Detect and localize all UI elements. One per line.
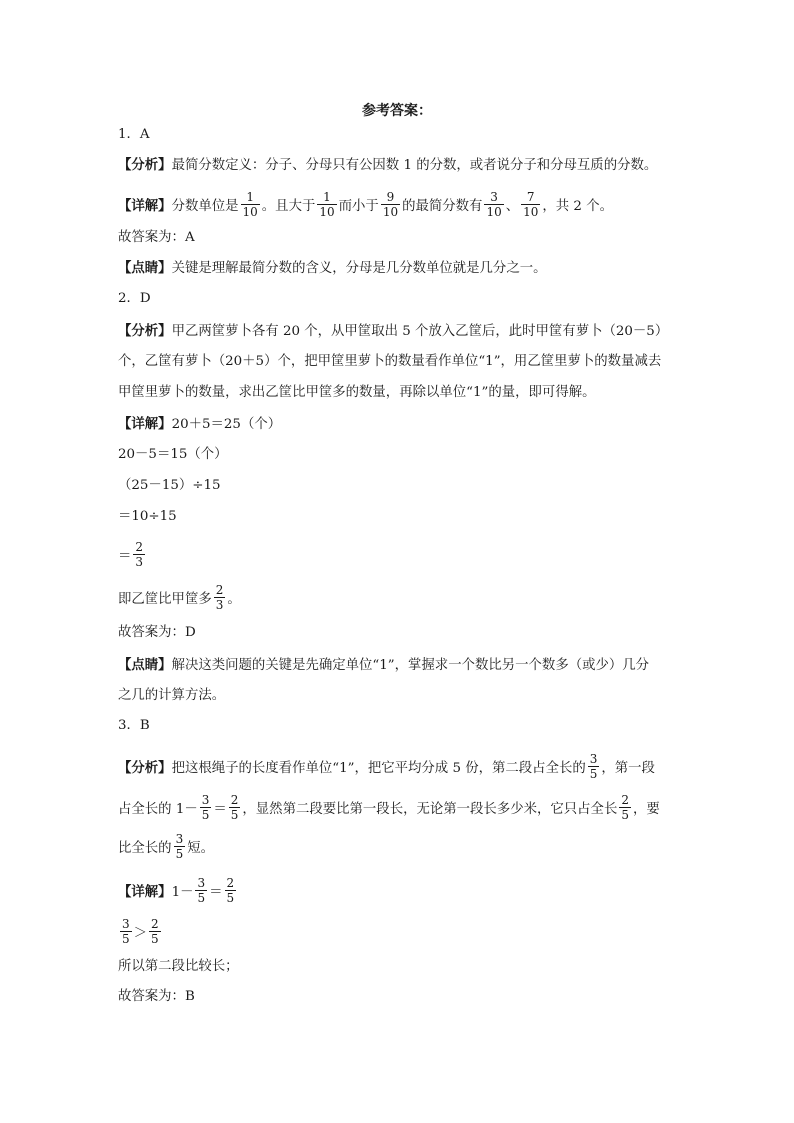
q1-analysis — [118, 156, 657, 175]
q1-note — [118, 259, 547, 278]
q2-analysis-line-1 — [118, 322, 668, 341]
note-tag: 【点睛】 — [118, 260, 172, 276]
fraction — [588, 752, 600, 781]
q1-detail-text: ，共 2 个。 — [542, 199, 613, 214]
q2-detail-step-2: 20－5＝15（个） — [118, 447, 228, 462]
q1-detail-text: 的最简分数有 — [402, 199, 483, 214]
fraction — [225, 876, 237, 905]
denominator: 5 — [201, 808, 210, 822]
q3-analysis-text: ，第一段 — [601, 761, 655, 776]
denominator: 5 — [621, 808, 629, 822]
denominator: 5 — [122, 932, 130, 946]
q3-answer: 3．B — [118, 718, 150, 733]
numerator: 3 — [589, 752, 598, 766]
numerator: 3 — [197, 876, 206, 890]
q2-note-text: 解决这类问题的关键是先确定单位“1”，掌握求一个数比另一个数多（或少）几分 — [171, 658, 650, 673]
q3-detail — [118, 878, 238, 907]
numerator: 7 — [521, 190, 540, 205]
q2-note-line-1 — [118, 656, 649, 675]
q2-conclusion-text: 即乙筐比甲筐多 — [118, 592, 212, 607]
q3-analysis-text: 比全长的 — [118, 841, 172, 856]
q2-detail-step-4: ＝10÷15 — [118, 509, 177, 524]
q3-analysis-text: 把这根绳子的长度看作单位“1”，把它平均分成 5 份，第二段占全长的 — [171, 761, 586, 776]
equals-sign: ＝ — [209, 885, 223, 900]
fraction — [229, 793, 241, 822]
q2-conclusion-text: 。 — [227, 592, 241, 607]
detail-tag: 【详解】 — [118, 198, 172, 214]
q1-detail-text: 。且大于 — [261, 199, 316, 214]
q3-analysis-text: 占全长的 1－ — [118, 802, 198, 817]
denominator: 5 — [226, 891, 235, 905]
q2-result: 故答案为：D — [118, 625, 196, 640]
fraction — [619, 793, 631, 822]
q1-note-text: 关键是理解最简分数的含义，分母是几分数单位就是几分之一。 — [171, 261, 547, 276]
q1-detail-text: 分数单位是 — [171, 199, 239, 214]
equals-sign: ＝ — [213, 802, 227, 817]
fraction — [381, 190, 400, 219]
fraction — [484, 190, 503, 219]
analysis-tag: 【分析】 — [118, 760, 172, 776]
q2-detail-step-1 — [118, 415, 281, 434]
denominator: 10 — [486, 205, 502, 219]
numerator: 3 — [484, 190, 503, 205]
q2-detail-step-3: （25－15）÷15 — [118, 478, 221, 493]
q1-detail — [118, 192, 613, 221]
equals-sign: ＝ — [118, 549, 132, 564]
q3-comparison — [118, 919, 163, 948]
denominator: 3 — [215, 598, 224, 612]
q2-analysis-line-2: 个，乙筐有萝卜（20＋5）个，把甲筐里萝卜的数量看作单位“1”，用乙筐里萝卜的数量减去 — [118, 354, 662, 369]
q1-detail-text: 而小于 — [338, 199, 379, 214]
q2-detail-step-5 — [118, 542, 147, 571]
numerator: 1 — [241, 190, 260, 205]
detail-tag: 【详解】 — [118, 884, 172, 900]
analysis-tag: 【分析】 — [118, 323, 172, 339]
fraction — [317, 190, 336, 219]
q3-analysis-line-3 — [118, 834, 214, 863]
q3-result: 故答案为：B — [118, 989, 195, 1004]
numerator: 3 — [201, 793, 210, 807]
denominator: 10 — [242, 205, 258, 219]
q2-step-text: 20＋5＝25（个） — [171, 417, 282, 432]
fraction — [200, 793, 212, 822]
q3-so: 所以第二段比较长； — [118, 959, 239, 974]
denominator: 5 — [197, 891, 206, 905]
greater-than-sign: ＞ — [133, 926, 148, 941]
q3-detail-text: 1－ — [171, 885, 194, 900]
denominator: 5 — [230, 808, 239, 822]
q3-analysis-text: ，显然第二段要比第一段长，无论第一段长多少米，它只占全长 — [242, 802, 618, 817]
q3-analysis-line-2 — [118, 795, 660, 824]
fraction — [149, 917, 161, 946]
fraction — [195, 876, 207, 905]
q3-analysis-text: 短。 — [187, 841, 214, 856]
q1-detail-text: 、 — [505, 199, 520, 214]
numerator: 2 — [226, 876, 235, 890]
denominator: 5 — [175, 847, 184, 861]
fraction — [214, 583, 226, 612]
q3-analysis-line-1 — [118, 754, 655, 783]
fraction — [241, 190, 260, 219]
numerator: 2 — [215, 583, 224, 597]
numerator: 1 — [317, 190, 336, 205]
note-tag: 【点睛】 — [118, 657, 172, 673]
q1-answer: 1．A — [118, 127, 150, 142]
denominator: 10 — [523, 205, 539, 219]
denominator: 5 — [151, 932, 159, 946]
numerator: 2 — [135, 540, 144, 554]
q2-analysis-line-3: 甲筐里萝卜的数量，求出乙筐比甲筐多的数量，再除以单位“1”的量，即可得解。 — [118, 385, 596, 400]
denominator: 10 — [382, 205, 399, 219]
numerator: 2 — [621, 793, 629, 807]
q2-conclusion — [118, 585, 241, 614]
detail-tag: 【详解】 — [118, 416, 172, 432]
numerator: 2 — [151, 917, 159, 931]
numerator: 3 — [122, 917, 130, 931]
q3-analysis-text: ，要 — [632, 802, 660, 817]
q1-analysis-text: 最简分数定义：分子、分母只有公因数 1 的分数，或者说分子和分母互质的分数。 — [171, 158, 658, 173]
q2-answer: 2．D — [118, 291, 151, 306]
fraction — [133, 540, 145, 569]
analysis-tag: 【分析】 — [118, 157, 172, 173]
fraction — [521, 190, 540, 219]
denominator: 10 — [319, 205, 335, 219]
denominator: 5 — [589, 767, 598, 781]
numerator: 2 — [230, 793, 239, 807]
numerator: 3 — [175, 832, 184, 846]
fraction — [174, 832, 186, 861]
q2-note-line-2: 之几的计算方法。 — [118, 688, 226, 703]
page-title: 参考答案： — [362, 103, 432, 119]
denominator: 3 — [135, 555, 144, 569]
numerator: 9 — [381, 190, 400, 205]
q1-result: 故答案为：A — [118, 230, 195, 245]
fraction — [120, 917, 132, 946]
q2-analysis-text: 甲乙两筐萝卜各有 20 个，从甲筐取出 5 个放入乙筐后，此时甲筐有萝卜（20－5） — [171, 324, 669, 339]
